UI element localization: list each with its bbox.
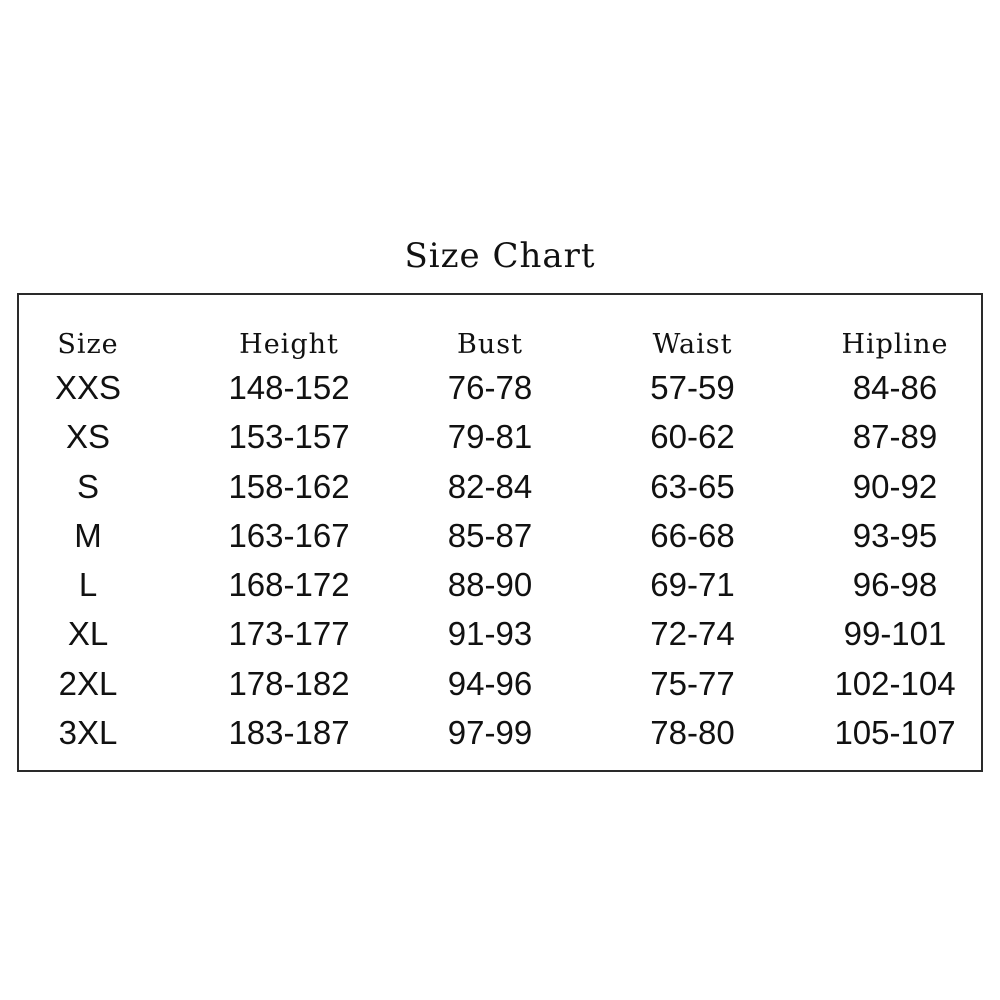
table-cell-size: L [78, 566, 98, 603]
table-cell-height: 173-177 [228, 615, 350, 652]
table-cell-size: XL [67, 615, 109, 652]
table-cell-waist: 75-77 [650, 665, 735, 702]
table-cell-size: XXS [54, 369, 122, 406]
column-header-size: Size [57, 329, 119, 360]
column-header-height: Height [239, 329, 339, 360]
table-cell-hipline: 105-107 [834, 714, 956, 751]
column-header-bust: Bust [457, 329, 523, 360]
table-cell-bust: 79-81 [447, 418, 533, 455]
table-cell-hipline: 84-86 [852, 369, 938, 406]
table-cell-height: 183-187 [228, 714, 350, 751]
table-cell-height: 163-167 [228, 517, 350, 554]
table-cell-waist: 72-74 [650, 615, 735, 652]
table-cell-bust: 94-96 [447, 665, 533, 702]
table-cell-height: 153-157 [228, 418, 350, 455]
table-cell-bust: 76-78 [447, 369, 533, 406]
table-cell-bust: 82-84 [447, 468, 533, 505]
table-cell-size: XS [65, 418, 111, 455]
table-cell-hipline: 87-89 [852, 418, 938, 455]
table-cell-hipline: 102-104 [834, 665, 956, 702]
table-cell-hipline: 96-98 [852, 566, 938, 603]
table-cell-waist: 60-62 [650, 418, 735, 455]
table-cell-size: M [74, 517, 102, 554]
table-cell-waist: 57-59 [650, 369, 735, 406]
table-cell-waist: 78-80 [650, 714, 735, 751]
table-cell-waist: 69-71 [650, 566, 735, 603]
table-cell-height: 178-182 [228, 665, 350, 702]
table-cell-height: 148-152 [228, 369, 350, 406]
table-cell-waist: 66-68 [650, 517, 735, 554]
table-cell-height: 158-162 [228, 468, 350, 505]
table-cell-size: S [76, 468, 99, 505]
table-cell-bust: 97-99 [447, 714, 533, 751]
table-cell-bust: 85-87 [447, 517, 533, 554]
table-cell-height: 168-172 [228, 566, 350, 603]
column-header-hipline: Hipline [841, 329, 949, 360]
table-cell-size: 2XL [58, 665, 118, 702]
table-cell-size: 3XL [58, 714, 118, 751]
table-cell-bust: 88-90 [447, 566, 533, 603]
table-cell-waist: 63-65 [650, 468, 735, 505]
size-chart-title: Size Chart [404, 236, 596, 276]
table-cell-hipline: 90-92 [852, 468, 938, 505]
column-header-waist: Waist [652, 329, 733, 360]
table-cell-hipline: 93-95 [852, 517, 938, 554]
table-cell-bust: 91-93 [447, 615, 533, 652]
table-cell-hipline: 99-101 [843, 615, 947, 652]
